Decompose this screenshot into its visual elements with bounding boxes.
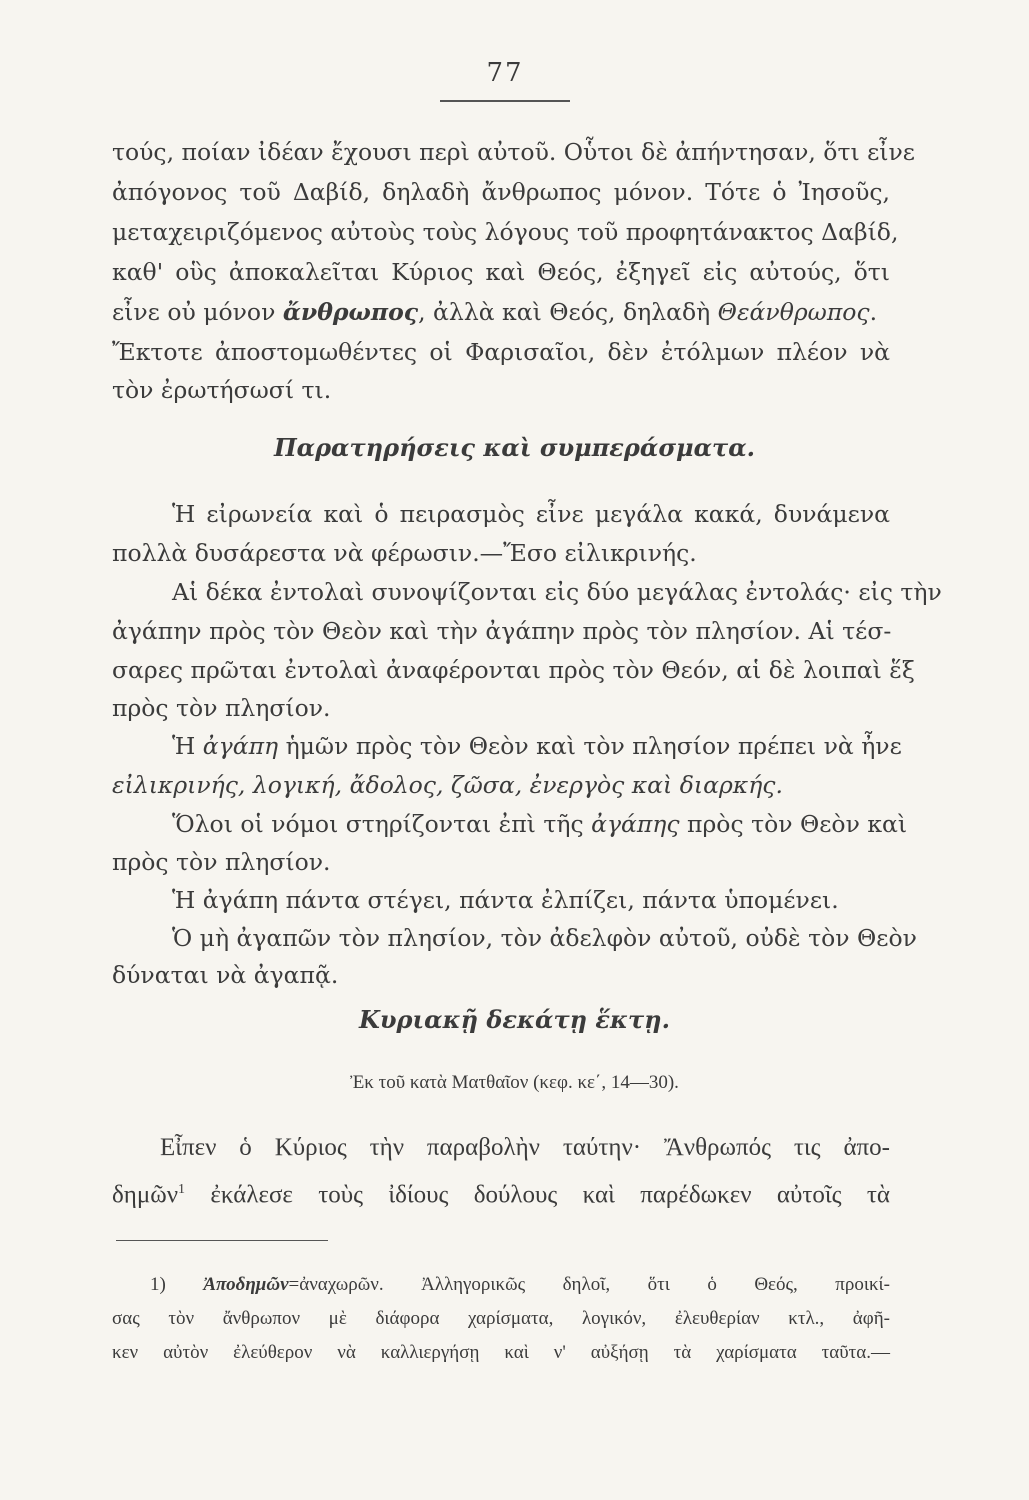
text-span: =ἀναχωρῶν. Ἀλληγορικῶς δηλοῖ, ὅτι ὁ Θεός, προικί- — [288, 1274, 891, 1295]
text-line — [112, 1169, 890, 1216]
text-line — [112, 292, 890, 332]
text-line — [172, 804, 908, 844]
text-line: ἀγάπην πρὸς τὸν Θεὸν καὶ τὴν ἀγάπην πρὸς τὸν πλησίον. Αἱ τέσ- — [112, 617, 892, 645]
page-number: 77 — [486, 58, 524, 88]
text-line: πρὸς τὸν πλησίον. — [112, 694, 331, 722]
text-line — [172, 726, 902, 766]
scripture-reference: Ἐκ τοῦ κατὰ Ματθαῖον (κεφ. κε΄, 14—30). — [350, 1072, 679, 1093]
text-line: καθ' οὓς ἀποκαλεῖται Κύριος καὶ Θεός, ἐξηγεῖ εἰς αὐτούς, ὅτι — [112, 258, 890, 286]
text-line: τὸν ἐρωτήσωσί τι. — [112, 376, 332, 404]
text-line: πρὸς τὸν πλησίον. — [112, 848, 331, 876]
text-line: Ἔκτοτε ἀποστομωθέντες οἱ Φαρισαῖοι, δὲν ἐτόλμων πλέον νὰ — [112, 338, 890, 366]
text-line: εἰλικρινής, λογική, ἄδολος, ζῶσα, ἐνεργὸς καὶ διαρκής. — [112, 771, 783, 799]
text-line: Εἶπεν ὁ Κύριος τὴν παραβολὴν ταύτην· Ἄνθρωπός τις ἀπο- — [160, 1134, 890, 1161]
text-line: Ἡ ἀγάπη πάντα στέγει, πάντα ἐλπίζει, πάντα ὑπομένει. — [172, 886, 839, 914]
text-line: Ὁ μὴ ἀγαπῶν τὸν πλησίον, τὸν ἀδελφὸν αὐτοῦ, οὐδὲ τὸν Θεὸν — [172, 924, 917, 952]
header-rule — [440, 100, 570, 102]
emphasis-word: ἀγάπης — [591, 810, 680, 838]
text-span: . — [869, 298, 878, 326]
emphasis-word: ἄνθρωπος — [282, 298, 419, 326]
text-line: σαρες πρῶται ἐντολαὶ ἀναφέρονται πρὸς τὸν Θεόν, αἱ δὲ λοιπαὶ ἕξ — [112, 656, 915, 684]
text-line: μεταχειριζόμενος αὐτοὺς τοὺς λόγους τοῦ προφητάνακτος Δαβίδ, — [112, 218, 899, 246]
footnote-line — [150, 1268, 890, 1302]
text-span: δημῶν — [112, 1181, 179, 1209]
text-span: ἐκάλεσε τοὺς ἰδίους δούλους καὶ παρέδωκεν αὐτοῖς τὰ — [185, 1181, 890, 1209]
footnote-marker: 1 — [178, 1182, 186, 1197]
text-line: πολλὰ δυσάρεστα νὰ φέρωσιν.—Ἔσο εἰλικρινής. — [112, 539, 697, 567]
emphasis-word: ἀγάπη — [202, 732, 279, 760]
text-line: ἀπόγονος τοῦ Δαβίδ, δηλαδὴ ἄνθρωπος μόνον. Τότε ὁ Ἰησοῦς, — [112, 178, 890, 206]
text-span: εἶνε οὐ μόνον — [112, 298, 283, 326]
footnote-line: σας τὸν ἄνθρωπον μὲ διάφορα χαρίσματα, λογικόν, ἐλευθερίαν κτλ., ἀφῆ- — [112, 1308, 890, 1329]
text-span: Ὅλοι οἱ νόμοι στηρίζονται ἐπὶ τῆς — [172, 810, 592, 838]
emphasis-word: Ἀποδημῶν — [203, 1274, 289, 1295]
text-line: Αἱ δέκα ἐντολαὶ συνοψίζονται εἰς δύο μεγάλας ἐντολάς· εἰς τὴν — [172, 578, 942, 606]
footnote-rule — [116, 1240, 328, 1241]
text-span: Ἡ — [172, 732, 203, 760]
section-heading: Παρατηρήσεις καὶ συμπεράσματα. — [273, 433, 756, 462]
emphasis-word: Θεάνθρωπος — [717, 298, 870, 326]
text-span: 1) — [150, 1274, 204, 1295]
section-heading: Κυριακῇ δεκάτῃ ἕκτῃ. — [359, 1005, 670, 1034]
footnote-line: κεν αὐτὸν ἐλεύθερον νὰ καλλιεργήσῃ καὶ ν' αὐξήσῃ τὰ χαρίσματα ταῦτα.— — [112, 1342, 890, 1363]
text-line: δύναται νὰ ἀγαπᾷ. — [112, 961, 339, 989]
text-line: τούς, ποίαν ἰδέαν ἔχουσι περὶ αὐτοῦ. Οὗτοι δὲ ἀπήντησαν, ὅτι εἶνε — [112, 138, 915, 166]
text-line: Ἡ εἰρωνεία καὶ ὁ πειρασμὸς εἶνε μεγάλα κακά, δυνάμενα — [172, 500, 890, 528]
text-span: πρὸς τὸν Θεὸν καὶ — [679, 810, 908, 838]
text-span: ἡμῶν πρὸς τὸν Θεὸν καὶ τὸν πλησίον πρέπει νὰ ἦνε — [278, 732, 902, 760]
text-span: , ἀλλὰ καὶ Θεός, δηλαδὴ — [418, 298, 718, 326]
